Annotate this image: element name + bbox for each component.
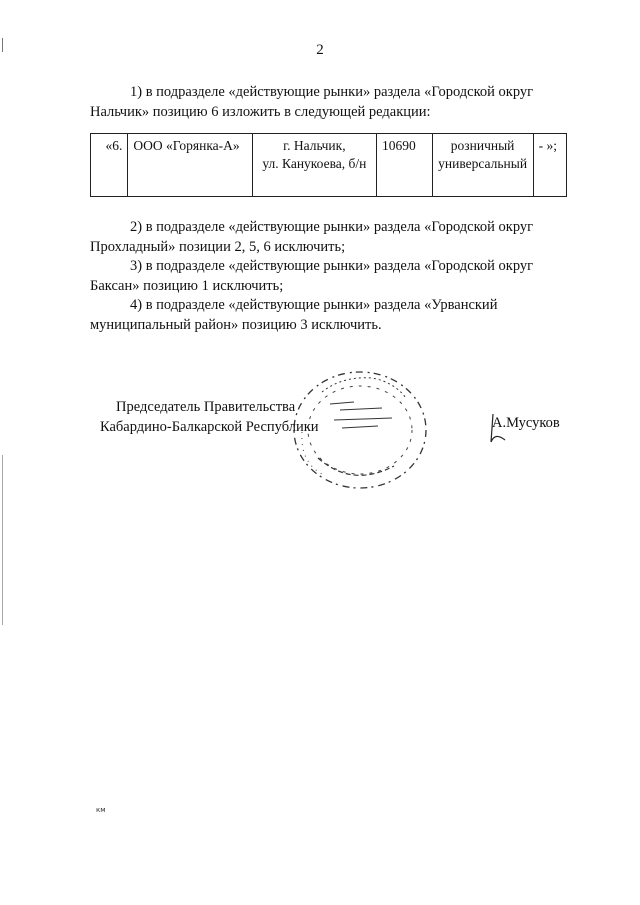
- cell-organization-name: ООО «Горянка-А»: [128, 134, 252, 197]
- signature-title-line-2: Кабардино-Балкарской Республики: [100, 419, 319, 435]
- market-type-line-2: универсальный: [438, 156, 528, 171]
- page-number: 2: [316, 42, 324, 58]
- signer-name: А.Мусуков: [492, 415, 560, 431]
- left-margin-mark-lower: [2, 455, 3, 625]
- paragraph-3-line-2: Баксан» позицию 1 исключить;: [90, 278, 284, 294]
- table-row: [91, 134, 567, 197]
- signature-title-block: [100, 397, 319, 437]
- cell-address: [252, 134, 376, 197]
- paragraph-1-line-1: 1) в подразделе «действующие рынки» раздела «Городской округ: [130, 84, 534, 100]
- market-type-line-1: розничный: [450, 138, 515, 153]
- paragraph-3: [90, 256, 564, 296]
- paragraph-2-line-2: Прохладный» позиции 2, 5, 6 исключить;: [90, 239, 346, 255]
- market-positions-table: [90, 133, 567, 197]
- paragraph-2: [90, 217, 564, 257]
- paragraph-4-line-1: 4) в подразделе «действующие рынки» раздела «Урванский: [130, 297, 498, 313]
- cell-market-type: [432, 134, 533, 197]
- signature-title-line-1: Председатель Правительства: [116, 399, 296, 415]
- paragraph-4-line-2: муниципальный район» позицию 3 исключить.: [90, 317, 382, 333]
- cell-closing-mark: - »;: [533, 134, 566, 197]
- address-line-2: ул. Канукоева, б/н: [262, 156, 367, 171]
- paragraph-1: [90, 82, 564, 122]
- cell-position-number: «6.: [91, 134, 128, 197]
- paragraph-1-line-2: Нальчик» позицию 6 изложить в следующей редакции:: [90, 104, 431, 120]
- footer-mark: км: [96, 806, 106, 814]
- address-line-1: г. Нальчик,: [283, 138, 346, 153]
- paragraph-4: [90, 295, 564, 335]
- cell-code: 10690: [377, 134, 433, 197]
- paragraph-2-line-1: 2) в подразделе «действующие рынки» раздела «Городской округ: [130, 219, 534, 235]
- paragraph-3-line-1: 3) в подразделе «действующие рынки» раздела «Городской округ: [130, 258, 534, 274]
